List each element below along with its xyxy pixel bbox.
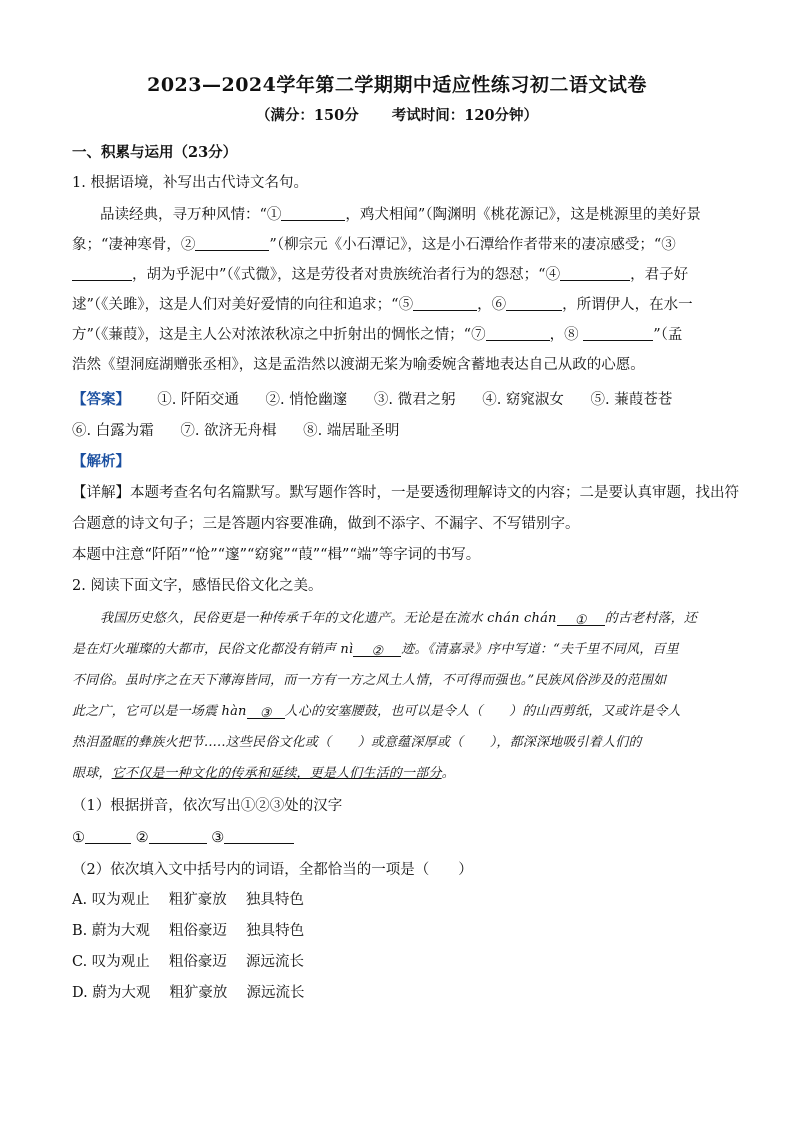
passage-line-4: 此之广，它可以是一场震 hàn ③ 人心的安塞腰鼓，也可以是令人（ ）的山西剪纸，又或许是令人 <box>72 704 681 721</box>
passage-line-3: 不同俗。虽时序之在天下薄海皆同，而一方有一方之风土人情，不可得而强也。”民族风俗涉及的范围如 <box>72 673 667 688</box>
detail-line-3: 本题中注意“阡陌”“怆”“邃”“窈窕”“葭”“楫”“端”等字词的书写。 <box>72 547 481 563</box>
passage-line-6: 眼球，它不仅是一种文化的传承和延续，更是人们生活的一部分。 <box>72 766 455 781</box>
underlined-sentence: 它不仅是一种文化的传承和延续，更是人们生活的一部分 <box>111 766 442 781</box>
page-title: 2023—2024学年第二学期期中适应性练习初二语文试卷 <box>147 74 647 96</box>
answer-row-2 <box>72 421 722 441</box>
q1-line-1: 品读经典，寻万种风情：“① ，鸡犬相闻”（陶渊明《桃花源记》，这是桃源里的美好景 <box>100 207 701 223</box>
q1-line-3: ，胡为乎泥中”（《式微》，这是劳役者对贵族统治者行为的怨怼；“④ ，君子好 <box>72 265 722 285</box>
exam-time: 考试时间：120分钟） <box>391 107 539 124</box>
passage-line-5: 热泪盈眶的彝族火把节.....这些民俗文化或（ ）或意蕴深厚或（ ），都深深地吸引着人们的 <box>72 735 642 750</box>
q1-line-5: 方”（《蒹葭》，这是主人公对浓浓秋凉之中折射出的惆怅之情；“⑦ ，⑧ ”（孟 <box>72 327 683 343</box>
question-2-stem: 2. 阅读下面文字，感悟民俗文化之美。 <box>72 578 323 594</box>
detail-line-2: 合题意的诗文句子；三是答题内容要准确，做到不添字、不漏字、不写错别字。 <box>72 516 580 532</box>
analysis-label: 【解析】 <box>72 453 130 470</box>
option-a[interactable]: A. 叹为观止 粗犷豪放 独具特色 <box>72 892 304 908</box>
answer-item: ⑦. 欲济无舟楫 <box>180 423 277 439</box>
passage-line-2: 是在灯火璀璨的大都市，民俗文化都没有销声 nì ② 迹。《清嘉录》序中写道：“夫千里不同风，百里 <box>72 642 679 659</box>
detail-label: 【详解】 <box>72 485 130 501</box>
answer-item: ②. 悄怆幽邃 <box>265 392 348 408</box>
question-1-stem: 1. 根据语境，补写出古代诗文名句。 <box>72 175 308 191</box>
answer-blank[interactable] <box>281 206 345 221</box>
answer-blank[interactable] <box>413 296 477 311</box>
q1-line-6: 浩然《望洞庭湖赠张丞相》，这是孟浩然以渡湖无桨为喻委婉含蓄地表达自己从政的心愿。 <box>72 357 645 373</box>
sub-question-2: （2）依次填入文中括号内的词语，全都恰当的一项是（ ） <box>72 862 473 878</box>
answer-item: ⑥. 白露为霜 <box>72 423 154 439</box>
exam-info <box>0 104 794 125</box>
char-blank-1[interactable] <box>85 829 131 844</box>
pinyin-blank-3[interactable]: ③ <box>247 704 285 719</box>
char-blank-2[interactable] <box>149 829 207 844</box>
answer-item: ⑤. 蒹葭苍苍 <box>590 392 673 408</box>
answer-label: 【答案】 <box>72 391 130 408</box>
pinyin-blank-1[interactable]: ① <box>557 611 605 626</box>
full-score: （满分：150分 <box>255 107 359 124</box>
answer-item: ⑧. 端居耻圣明 <box>303 423 400 439</box>
sub-question-1-blanks: ① ② ③ <box>72 828 722 848</box>
sub-question-1: （1）根据拼音，依次写出①②③处的汉字 <box>72 798 343 814</box>
q1-line-2: 象；“凄神寒骨，② ”（柳宗元《小石潭记》，这是小石潭给作者带来的凄凉感受；“③ <box>72 237 676 253</box>
option-b[interactable]: B. 蔚为大观 粗俗豪迈 独具特色 <box>72 923 305 939</box>
detail-line-1: 【详解】本题考查名句名篇默写。默写题作答时，一是要透彻理解诗文的内容；二是要认真审题，找出符 <box>72 485 739 501</box>
answer-item: ①. 阡陌交通 <box>157 392 239 408</box>
answer-row-1 <box>72 390 722 410</box>
answer-blank[interactable] <box>583 326 653 341</box>
answer-item: ③. 微君之躬 <box>373 392 456 408</box>
char-blank-3[interactable] <box>224 829 294 844</box>
option-d[interactable]: D. 蔚为大观 粗犷豪放 源远流长 <box>72 985 305 1001</box>
option-c[interactable]: C. 叹为观止 粗俗豪迈 源远流长 <box>72 954 305 970</box>
pinyin-blank-2[interactable]: ② <box>353 642 401 657</box>
answer-blank[interactable] <box>560 266 630 281</box>
section-heading: 一、积累与运用（23分） <box>72 144 238 161</box>
answer-blank[interactable] <box>506 296 562 311</box>
answer-blank[interactable] <box>195 236 269 251</box>
q1-line-4: 逑”（《关雎》，这是人们对美好爱情的向往和追求；“⑤ ，⑥ ，所谓伊人，在水一 <box>72 297 693 313</box>
passage-line-1: 我国历史悠久，民俗更是一种传承千年的文化遗产。无论是在流水 chán chán ① 的古老村落，还 <box>100 611 698 628</box>
answer-blank[interactable] <box>486 326 550 341</box>
answer-item: ④. 窈窕淑女 <box>482 392 564 408</box>
answer-blank[interactable] <box>72 266 132 281</box>
